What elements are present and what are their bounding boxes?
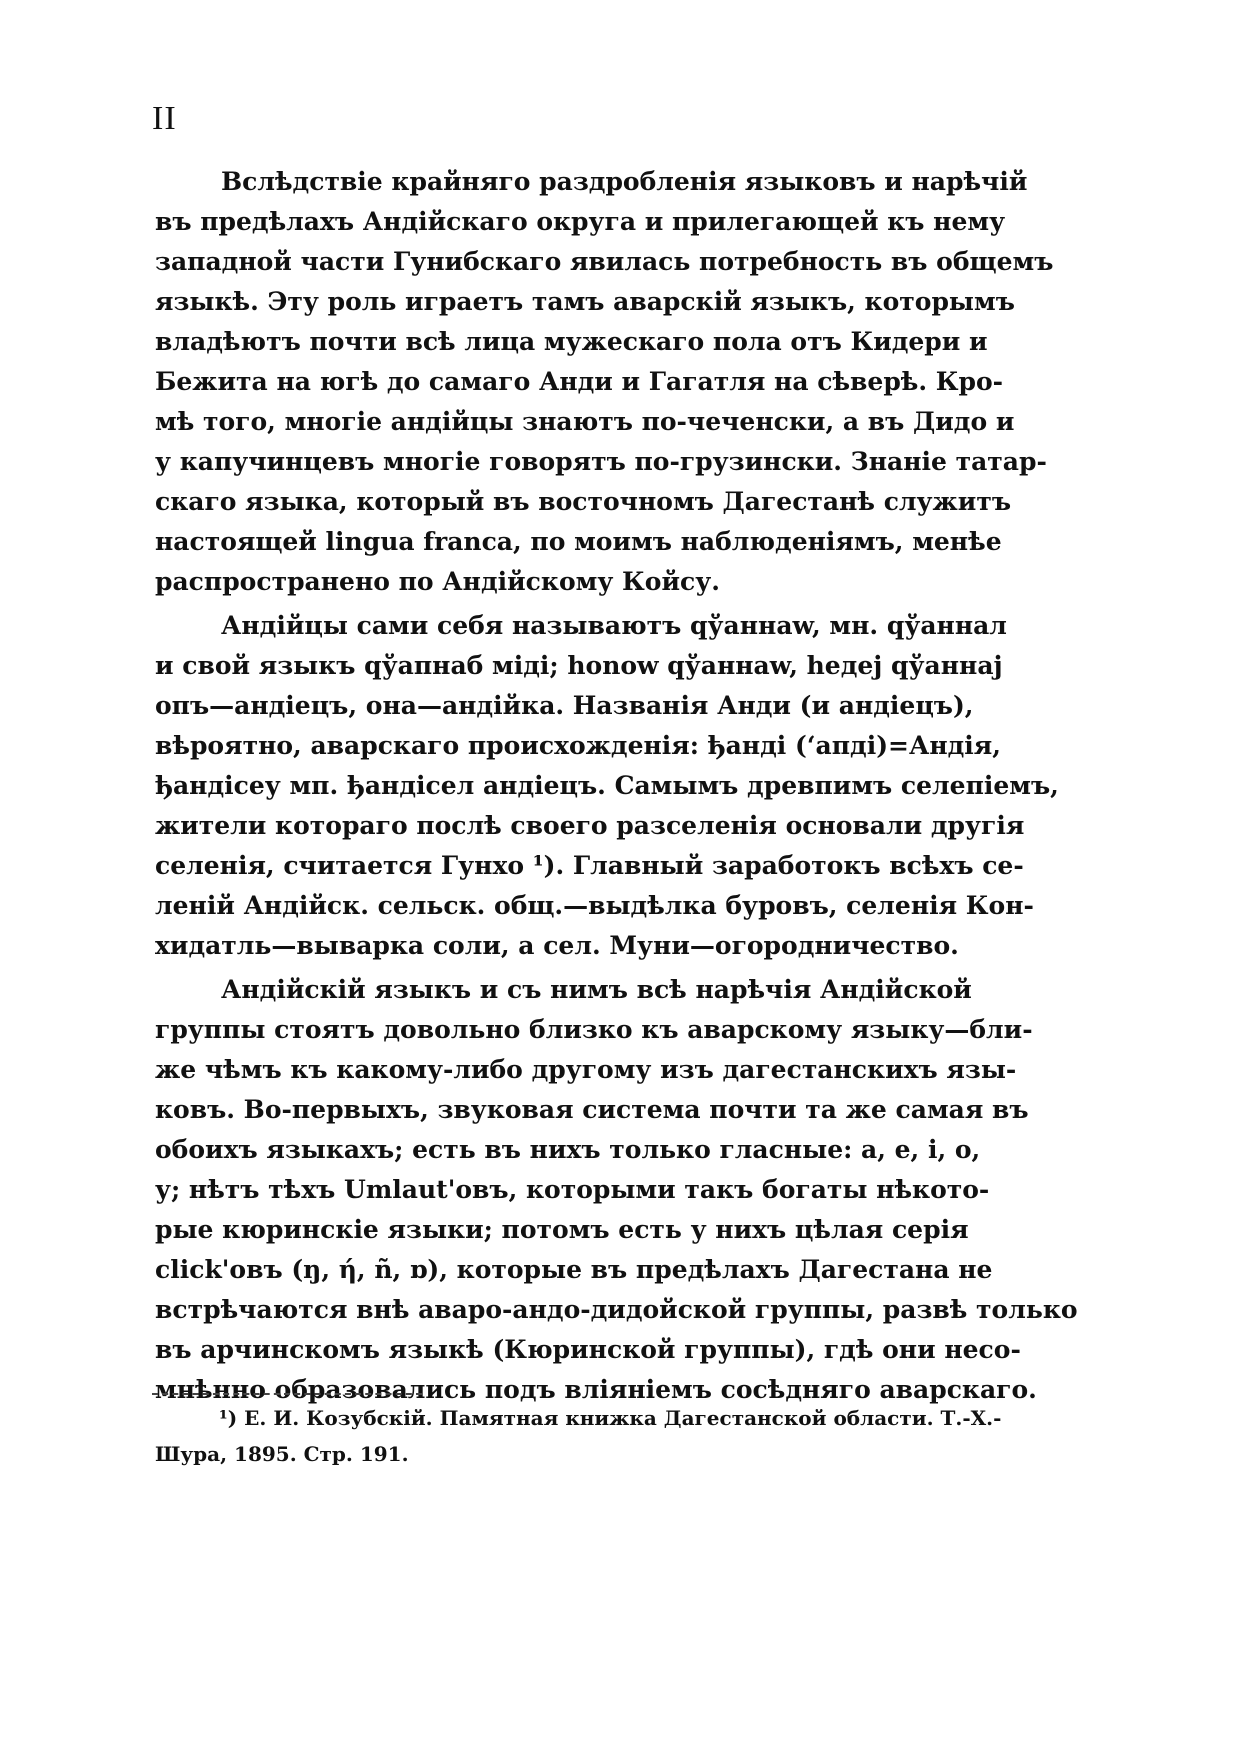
text-line: селенія, считается Гунхо ¹). Главный заработокъ всѣхъ се- — [155, 851, 1024, 880]
text-line: настоящей lingua franca, по моимъ наблюденіямъ, менѣе — [155, 527, 1002, 556]
text-line: click'овъ (ŋ, ή, ñ, ɒ), которые въ предѣлахъ Дагестана не — [155, 1255, 993, 1284]
text-line: языкѣ. Эту роль играетъ тамъ аварскій языкъ, которымъ — [155, 287, 1015, 316]
text-line: мнѣнно образовались подъ вліяніемъ сосѣдняго аварскаго. — [155, 1375, 1037, 1404]
text-line: Андійскій языкъ и съ нимъ всѣ нарѣчія Андійской — [221, 975, 972, 1004]
text-line: Вслѣдствіе крайняго раздробленія языковъ и нарѣчій — [221, 167, 1028, 196]
text-line: леній Андійск. сельск. общ.—выдѣлка буровъ, селенія Кон- — [155, 891, 1034, 920]
footnote-divider — [152, 1393, 422, 1395]
footnote-line: ¹) Е. И. Козубскій. Памятная книжка Дагестанской области. Т.-Х.- — [219, 1406, 1002, 1430]
text-line: рые кюринскіе языки; потомъ есть у нихъ цѣлая серія — [155, 1215, 969, 1244]
text-line: въ арчинскомъ языкѣ (Кюринской группы), гдѣ они несо- — [155, 1335, 1021, 1364]
text-line: мѣ того, многіе андійцы знаютъ по-чеченски, а въ Дидо и — [155, 407, 1015, 436]
text-line: у капучинцевъ многіе говорятъ по-грузински. Знаніе татар- — [155, 447, 1047, 476]
text-line: скаго языка, который въ восточномъ Дагестанѣ служитъ — [155, 487, 1012, 516]
text-line: владѣютъ почти всѣ лица мужескаго пола отъ Кидери и — [155, 327, 988, 356]
body-text — [155, 162, 1078, 1410]
text-line: опъ—андіецъ, она—андійка. Названія Анди (и андіецъ), — [155, 691, 974, 720]
text-line: же чѣмъ къ какому-либо другому изъ дагестанскихъ язы- — [155, 1055, 1017, 1084]
text-line: распространено по Андійскому Койсу. — [155, 567, 720, 596]
text-line: въ предѣлахъ Андійскаго округа и прилегающей къ нему — [155, 207, 1006, 236]
text-line: западной части Гунибскаго явилась потребность въ общемъ — [155, 247, 1054, 276]
text-line: у; нѣтъ тѣхъ Umlaut'овъ, которыми такъ богаты нѣкото- — [155, 1175, 990, 1204]
paragraph-1 — [155, 162, 1054, 602]
text-line: ковъ. Во-первыхъ, звуковая система почти та же самая въ — [155, 1095, 1029, 1124]
paragraph-3 — [155, 970, 1078, 1410]
text-line: вѣроятно, аварскаго происхожденія: ђанді (ʻапді)=Андія, — [155, 731, 1001, 760]
page-number: II — [152, 100, 177, 137]
text-line: ђандісеу мп. ђандісел андіецъ. Самымъ древпимъ селепіемъ, — [155, 771, 1059, 800]
text-line: встрѣчаются внѣ аваро-андо-дидойской группы, развѣ только — [155, 1295, 1078, 1324]
footnote-line: Шура, 1895. Стр. 191. — [155, 1442, 409, 1466]
footnote — [155, 1400, 1002, 1472]
text-line: обоихъ языкахъ; есть въ нихъ только гласные: а, е, і, о, — [155, 1135, 981, 1164]
text-line: группы стоятъ довольно близко къ аварскому языку—бли- — [155, 1015, 1033, 1044]
text-line: Андійцы сами себя называютъ qўаннаw, мн. qўаннал — [221, 611, 1007, 640]
text-line: и свой языкъ qўапнаб міді; hоnоw qўаннаw, hедеј qўаннај — [155, 651, 1003, 680]
text-line: Бежита на югѣ до самаго Анди и Гагатля на сѣверѣ. Кро- — [155, 367, 1004, 396]
text-line: хидатль—выварка соли, а сел. Муни—огородничество. — [155, 931, 959, 960]
paragraph-2 — [155, 606, 1059, 966]
text-line: жители котораго послѣ своего разселенія основали другія — [155, 811, 1025, 840]
